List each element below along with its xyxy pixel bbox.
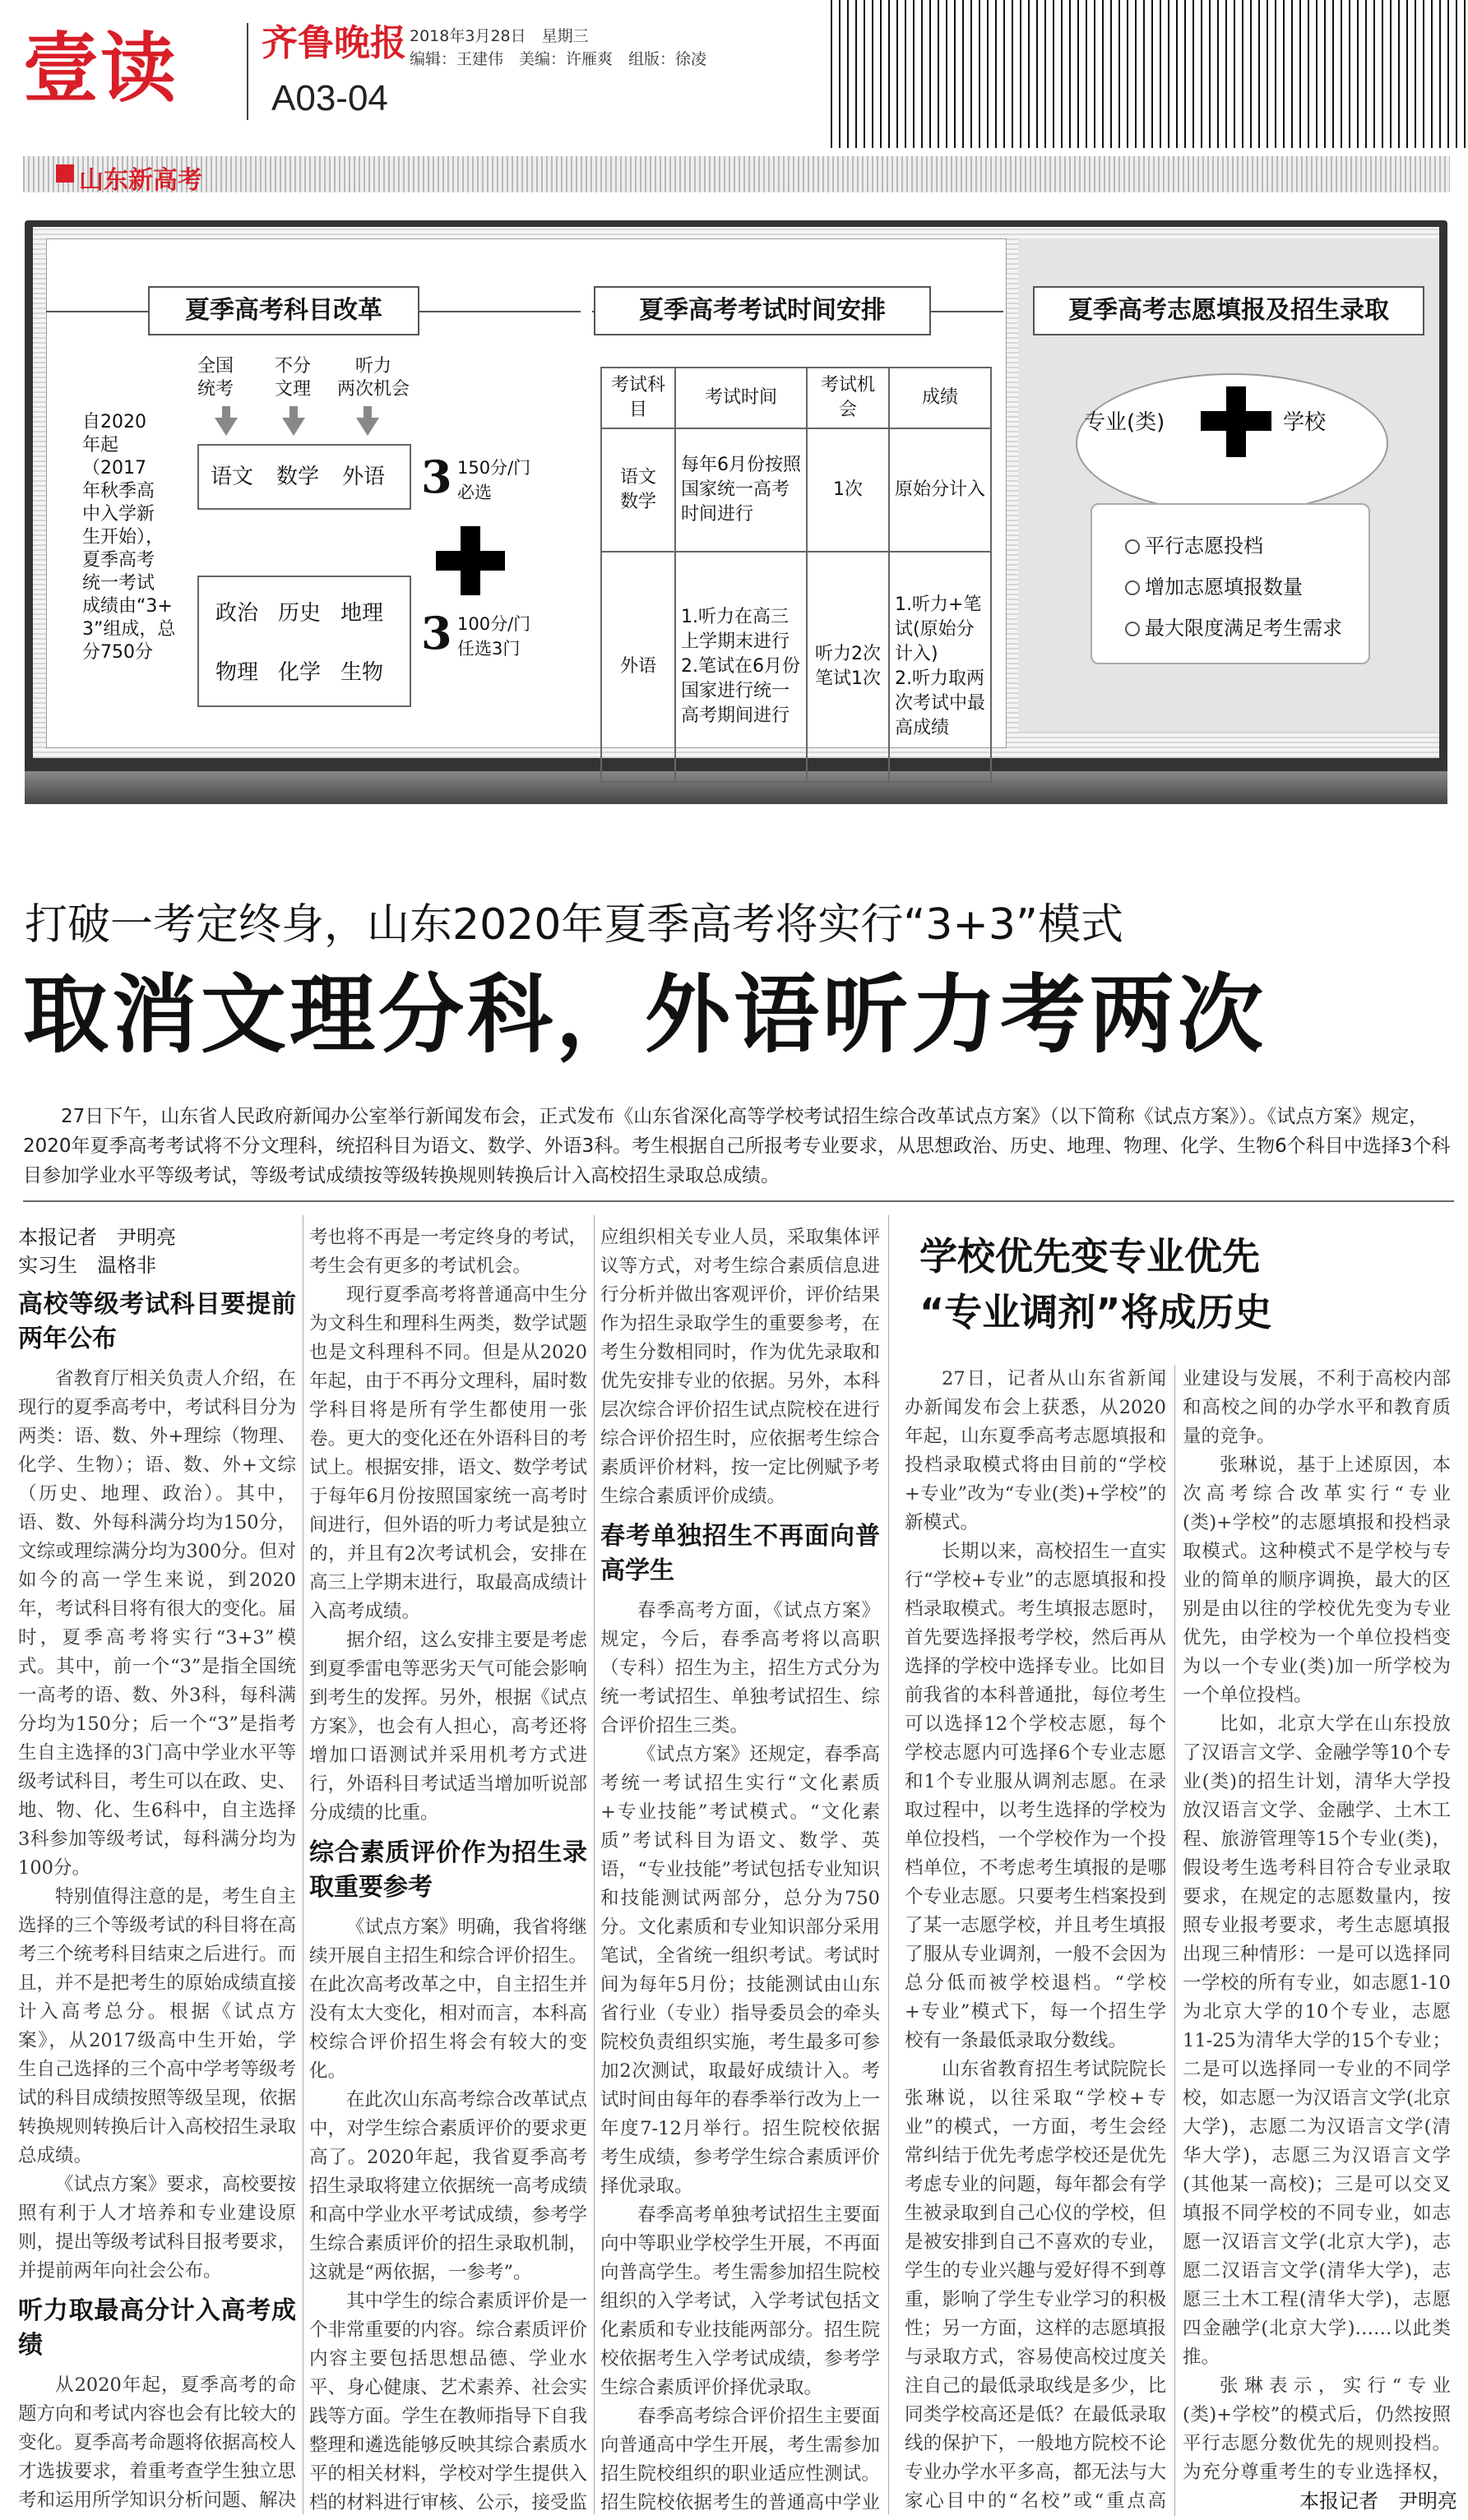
- byline-intern: 实习生 温格非: [18, 1254, 156, 1277]
- section-bar: [23, 156, 1450, 192]
- tag-listening-twice: 听力 两次机会: [337, 356, 410, 400]
- core-subject-foreign-language: 外语: [342, 465, 386, 489]
- elective-physics: 物理: [215, 660, 259, 685]
- list-item: [1125, 612, 1342, 640]
- intro-line: 年起（2017: [82, 435, 146, 479]
- list-item-label: 最大限度满足考生需求: [1145, 617, 1342, 640]
- panel1-intro: [82, 411, 181, 664]
- list-item: [1125, 529, 1263, 558]
- staff-credits: 编辑：王建伟 美编：许雁爽 组版：徐凌: [410, 50, 707, 68]
- section-title: 壹读: [23, 25, 178, 113]
- tag-national-exam: 全国 统考: [197, 356, 234, 400]
- header-hatch-decoration: [831, 0, 1468, 148]
- list-item-label: 增加志愿填报数量: [1145, 576, 1303, 599]
- masthead-divider: [247, 23, 248, 120]
- article-column-3: [600, 1223, 880, 2514]
- col-chances: 考试机会: [807, 368, 889, 428]
- col-time: 考试时间: [675, 368, 807, 428]
- headline-line-2: “专业调剂”将成历史: [919, 1290, 1272, 1334]
- masthead: [0, 0, 1468, 152]
- paragraph: 春季高考综合评价招生主要面向普通高中学生开展，考生需参加招生院校组织的职业适应性测试。招生院校依据考生的普通高中学业: [600, 2406, 880, 2513]
- paragraph: 在此次山东高考综合改革试点中，对学生综合素质评价的要求更高了。2020年起，我省夏季高考招生录取将建立依据统一高考成绩和高中学业水平考试成绩，参考学生综合素质评价的招生录取机制，这就是“两依据，一参考”。: [309, 2089, 587, 2283]
- school-label: 学校: [1283, 410, 1327, 435]
- issue-meta: [410, 25, 706, 71]
- headline-line-1: 学校优先变专业优先: [919, 1234, 1260, 1278]
- subheadline: 打破一考定终身，山东2020年夏季高考将实行“3+3”模式: [25, 900, 1123, 950]
- intro-line: 生开始），: [82, 527, 164, 548]
- tag-no-arts-science: 不分 文理: [275, 356, 312, 400]
- paragraph: 应组织相关专业人员，采取集体评议等方式，对考生综合素质信息进行分析并做出客观评价，评价结果作为招生录取学生的重要参考，在考生分数相同时，作为优先录取和优先安排专业的依据。另外，本科层次综合评价招生试点院校在进行综合评价招生时，应依据考生综合素质评价材料，按一定比例赋予考生综合素质评价成绩。: [600, 1227, 880, 1507]
- elective-chemistry: 化学: [278, 660, 322, 685]
- elective-geography: 地理: [340, 601, 384, 626]
- intro-line: 3”组成，总: [82, 619, 176, 640]
- circle-bullet-icon: [1125, 622, 1140, 636]
- article-column-1: [18, 1223, 296, 2514]
- subhead: 综合素质评价作为招生录取重要参考: [309, 1838, 587, 1902]
- article-column-2: [309, 1223, 587, 2514]
- issue-date: 2018年3月28日 星期三: [410, 27, 589, 45]
- panel2-title: 夏季高考考试时间安排: [594, 286, 931, 335]
- intro-line: 夏季高考: [82, 550, 155, 571]
- paragraph: 考也将不再是一考定终身的考试，考生会有更多的考试机会。: [309, 1227, 587, 1277]
- paragraph: 山东省教育招生考试院院长张琳说，以往采取“学校+专业”的模式，一方面，考生会经常纠结于优先考虑学校还是优先考虑专业的问题，每年都会有学生被录取到自己心仪的学校，但是被安排到自己不喜欢的专业，学生的专业兴趣与爱好得不到尊重，影响了学生专业学习的积极性；另一方面，这样的志愿填报与录取方式，容易使高校过度关注自己的最低录取线是多少，比同类学校高还是低？在最低录取线的保护下，一般地方院校不论专业办学水平多高，都无法与大家心目中的“名校”或“重点高: [905, 2059, 1166, 2512]
- subhead: 高校等级考试科目要提前两年公布: [18, 1290, 296, 1353]
- circle-bullet-icon: [1125, 580, 1140, 595]
- col-subject: 考试科目: [601, 368, 675, 428]
- paragraph: 《试点方案》还规定，春季高考统一考试招生实行“文化素质+专业技能”考试模式。“文化素质”考试科目为语文、数学、英语，“专业技能”考试包括专业知识和技能测试两部分，总分为750分。文化素质和专业知识部分采用笔试，全省统一组织考试。考试时间为每年5月份；技能测试由山东省行业（专业）指导委员会的牵头院校负责组织实施，考生最多可参加2次测试，取最好成绩计入。考试时间由每年的春季举行改为上一年度7-12月举行。招生院校依据考生成绩，参考学生综合素质评价择优录取。: [600, 1744, 880, 2197]
- paragraph: 现行夏季高考将普通高中生分为文科生和理科生两类，数学试题也是文科理科不同。但是从2020年起，由于不再分文理科，届时数学科目将是所有学生都使用一张卷。更大的变化还在外语科目的考试上。根据安排，语文、数学考试于每年6月份按照国家统一高考时间进行，但外语的听力考试是独立的，并且有2次考试机会，安排在高三上学期末进行，取最高成绩计入高考成绩。: [309, 1284, 587, 1622]
- cell: 听力2次 笔试1次: [807, 552, 889, 782]
- table-row: [601, 428, 991, 552]
- circle-bullet-icon: [1125, 539, 1140, 554]
- column-rule: [888, 1215, 889, 2514]
- section-label: 山东新高考: [79, 166, 202, 195]
- list-item-label: 平行志愿投档: [1145, 534, 1263, 557]
- second-article-headline: [919, 1228, 1271, 1340]
- paragraph: 春季高考单独考试招生主要面向中等职业学校学生开展，不再面向普高学生。考生需参加招生院校组织的入学考试，入学考试包括文化素质和专业技能两部分。招生院校依据考生入学考试成绩，参考学生综合素质评价择优录取。: [600, 2204, 880, 2398]
- paragraph: 比如，北京大学在山东投放了汉语言文学、金融学等10个专业(类)的招生计划，清华大学投放汉语言文学、金融学、土木工程、旅游管理等15个专业(类)，假设考生选考科目符合专业录取要求，在规定的志愿数量内，按照专业报考要求，考生志愿填报出现三种情形：一是可以选择同一学校的所有专业，如志愿1-10为北京大学的10个专业，志愿11-25为清华大学的15个专业；二是可以选择同一专业的不同学校，如志愿一为汉语言文学(北京大学)，志愿二为汉语言文学(清华大学)，志愿三为汉语言文学(其他某一高校)；三是可以交叉填报不同学校的不同专业，如志愿一汉语言文学(北京大学)，志愿二汉语言文学(清华大学)，志愿三土木工程(清华大学)，志愿四金融学(北京大学)……以此类推。: [1183, 1713, 1451, 2368]
- intro-line: 分750分: [82, 642, 153, 663]
- paragraph: 春季高考方面，《试点方案》规定，今后，春季高考将以高职（专科）招生为主，招生方式分为统一考试招生、单独考试招生、综合评价招生三类。: [600, 1600, 880, 1736]
- list-item: [1125, 571, 1303, 599]
- table-header-row: [601, 368, 991, 428]
- paragraph: 其中学生的综合素质评价是一个非常重要的内容。综合素质评价内容主要包括思想品德、学业水平、身心健康、艺术素养、社会实践等方面。学生在教师指导下自我整理和遴选能够反映其综合素质水平的相关材料，学校对学生提供入档的材料进行审核、公示，接受监: [309, 2291, 587, 2513]
- paragraph: 27日，记者从山东省新闻办新闻发布会上获悉，从2020年起，山东夏季高考志愿填报和投档录取模式将由目前的“学校+专业”改为“专业(类)+学校”的新模式。: [905, 1368, 1166, 1533]
- paragraph: 《试点方案》要求，高校要按照有利于人才培养和专业建设原则，提出等级考试科目报考要求，并提前两年向社会公布。: [18, 2174, 296, 2282]
- cell: 1.听力在高三上学期末进行 2.笔试在6月份国家进行统一高考期间进行: [675, 552, 807, 782]
- section-marker-icon: [56, 164, 74, 183]
- divider: [23, 1200, 1454, 1202]
- cell: 每年6月份按照国家统一高考时间进行: [675, 428, 807, 552]
- elective-subjects-box: [197, 576, 411, 707]
- byline-reporter: 本报记者 尹明亮: [18, 1226, 176, 1249]
- paragraph: 业建设与发展，不利于高校内部和高校之间的办学水平和教育质量的竞争。: [1183, 1368, 1451, 1447]
- paragraph: 省教育厅相关负责人介绍，在现行的夏季高考中，考试科目分为两类：语、数、外+理综（物理、化学、生物）；语、数、外+文综（历史、地理、政治）。其中，语、数、外每科满分均为150分，文综或理综满分均为300分。但对如今的高一学生来说，到2020年，考试科目将有很大的变化。届时，夏季高考将实行“3+3”模式。其中，前一个“3”是指全国统一高考的语、数、外3科，每科满分均为150分；后一个“3”是指考生自主选择的3门高中学业水平等级考试科目，考生可以在政、史、地、物、化、生6科中，自主选择3科参加等级考试，每科满分均为100分。: [18, 1368, 296, 1879]
- column-rule: [594, 1215, 595, 2514]
- cell: 1.听力+笔试(原始分计入) 2.听力取两次考试中最高成绩: [889, 552, 991, 782]
- column-rule: [1174, 1365, 1175, 2516]
- col-score: 成绩: [889, 368, 991, 428]
- exam-schedule-table: [600, 367, 992, 783]
- plus-icon-v: [461, 526, 480, 595]
- cell: 外语: [601, 552, 675, 782]
- core-subject-math: 数学: [276, 465, 320, 489]
- main-headline: 取消文理分科，外语听力考两次: [23, 964, 1267, 1065]
- plus-icon-v: [1226, 386, 1246, 457]
- article-column-4: [905, 1365, 1166, 2516]
- paragraph: 据介绍，这么安排主要是考虑到夏季雷电等恶劣天气可能会影响到考生的发挥。另外，根据《试点方案》，也会有人担心，高考还将增加口语测试并采用机考方式进行，外语科目考试适当增加听说部分成绩的比重。: [309, 1630, 587, 1824]
- elective-history: 历史: [278, 601, 322, 626]
- down-arrow-icon: [282, 418, 305, 436]
- newspaper-logo: 齐鲁晚报: [262, 22, 406, 64]
- table-row: [601, 552, 991, 782]
- cell: 原始分计入: [889, 428, 991, 552]
- page-number: A03-04: [271, 78, 388, 118]
- elective-score-note: 100分/门 任选3门: [457, 614, 531, 659]
- subhead: 春考单独招生不再面向普高学生: [600, 1522, 880, 1585]
- cell: 1次: [807, 428, 889, 552]
- article-column-5: [1183, 1365, 1451, 2483]
- lead-paragraph: 27日下午，山东省人民政府新闻办公室举行新闻发布会，正式发布《山东省深化高等学校考试招生综合改革试点方案》（以下简称《试点方案》）。《试点方案》规定，2020年夏季高考考试将不分文理科，统招科目为语文、数学、外语3科。考生根据自己所报考专业要求，从思想政治、历史、地理、物理、化学、生物6个科目中选择3个科目参加学业水平等级考试，等级考试成绩按等级转换规则转换后计入高校招生录取总成绩。: [23, 1106, 1451, 1186]
- paragraph: 从2020年起，夏季高考的命题方向和考试内容也会有比较大的变化。夏季高考命题将依据高校人才选拔要求，着重考查学生独立思考和运用所学知识分析问题、解决: [18, 2374, 296, 2511]
- major-label: 专业(类): [1084, 410, 1165, 435]
- paragraph: 张琳说，基于上述原因，本次高考综合改革实行“专业(类)+学校”的志愿填报和投档录取模式。这种模式不是学校与专业的简单的顺序调换，最大的区别是由以往的学校优先变为专业优先，由学校为一个单位投档变为以一个专业(类)加一所学校为一个单位投档。: [1183, 1454, 1451, 1706]
- intro-line: 自2020: [82, 412, 146, 432]
- core-score-note: 150分/门 必选: [457, 458, 531, 502]
- core-count: 3: [421, 451, 452, 503]
- intro-line: 成绩由“3+: [82, 596, 173, 617]
- elective-biology: 生物: [340, 660, 384, 685]
- intro-line: 年秋季高: [82, 481, 155, 502]
- elective-count: 3: [421, 607, 452, 659]
- intro-line: 中入学新: [82, 504, 155, 525]
- panel1-title: 夏季高考科目改革: [148, 286, 419, 335]
- paragraph: 张琳表示，实行“专业(类)+学校”的模式后，仍然按照平行志愿分数优先的规则投档。为充分尊重考生的专业选择权，: [1183, 2375, 1451, 2483]
- core-subject-chinese: 语文: [211, 465, 254, 489]
- paragraph: 长期以来，高校招生一直实行“学校+专业”的志愿填报和投档录取模式。考生填报志愿时，首先要选择报考学校，然后再从选择的学校中选择专业。比如目前我省的本科普通批，每位考生可以选择12个学校志愿，每个学校志愿内可选择6个专业志愿和1个专业服从调剂志愿。在录取过程中，以考生选择的学校为单位投档，一个学校作为一个投档单位，不考虑考生填报的是哪个专业志愿。只要考生档案投到了某一志愿学校，并且考生填报了服从专业调剂，一般不会因为总分低而被学校退档。“学校+专业”模式下，每一个招生学校有一条最低录取分数线。: [905, 1541, 1166, 2051]
- paragraph: 《试点方案》明确，我省将继续开展自主招生和综合评价招生。在此次高考改革之中，自主招生并没有太大变化，相对而言，本科高校综合评价招生将会有较大的变化。: [309, 1917, 587, 2082]
- signature: 本报记者 尹明亮: [1299, 2490, 1457, 2513]
- intro-line: 统一考试: [82, 573, 155, 594]
- down-arrow-icon: [356, 418, 379, 436]
- cell: 语文 数学: [601, 428, 675, 552]
- elective-politics: 政治: [215, 601, 259, 626]
- paragraph: 特别值得注意的是，考生自主选择的三个等级考试的科目将在高考三个统考科目结束之后进行。而且，并不是把考生的原始成绩直接计入高考总分。根据《试点方案》，从2017级高中生开始，学生自己选择的三个高中学考等级考试的科目成绩按照等级呈现，依据转换规则转换后计入高校招生录取总成绩。: [18, 1886, 296, 2166]
- subhead: 听力取最高分计入高考成绩: [18, 2296, 296, 2360]
- panel3-title: 夏季高考志愿填报及招生录取: [1033, 286, 1424, 335]
- down-arrow-icon: [215, 418, 238, 436]
